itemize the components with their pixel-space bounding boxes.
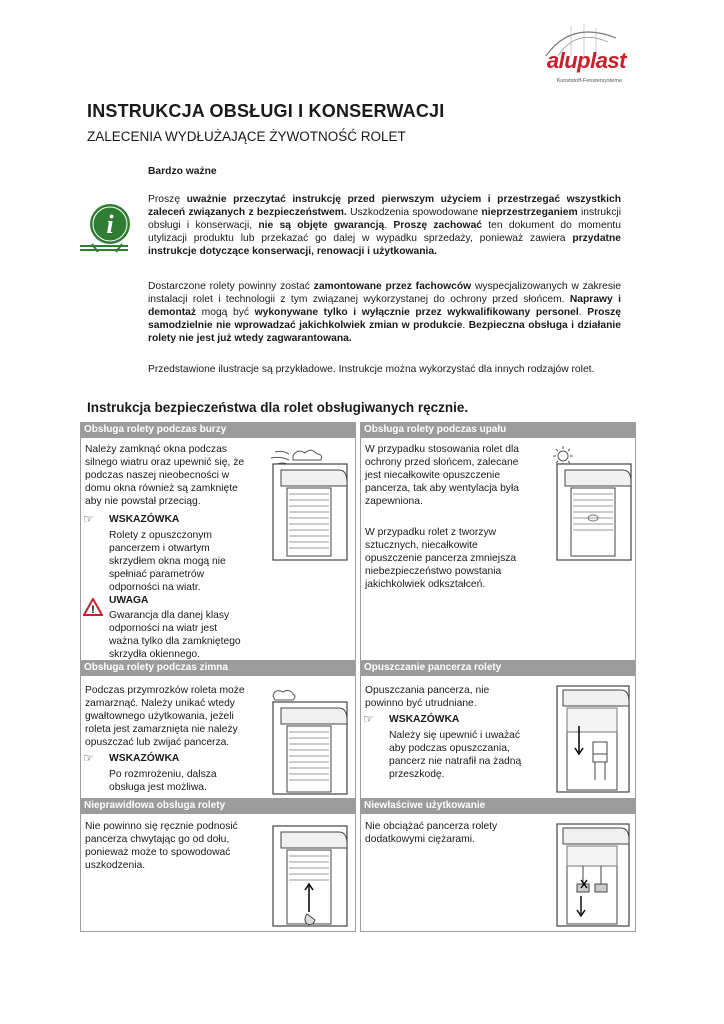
heat-header: Obsługa rolety podczas upału bbox=[360, 422, 636, 438]
text-line: W przypadku stosowania rolet dla bbox=[365, 444, 519, 455]
text-line: aby podczas opuszczania, bbox=[389, 743, 510, 755]
brand-tagline: Kunststoff-Fenstersysteme bbox=[556, 78, 622, 84]
text-line: skrzydłem okna mogą nie bbox=[109, 556, 226, 568]
info-icon bbox=[76, 200, 134, 258]
text-run: . bbox=[578, 307, 588, 319]
storm-header: Obsługa rolety podczas burzy bbox=[80, 422, 356, 438]
text-line: Nie powinno się ręcznie podnosić bbox=[85, 821, 238, 832]
text-line: jest niecałkowite opuszczenie bbox=[365, 470, 501, 482]
storm-cell bbox=[80, 438, 356, 660]
cold-text bbox=[85, 684, 261, 749]
text-run: nie są objęte gwarancją bbox=[258, 220, 385, 232]
hand-pointer-icon: ☞ bbox=[83, 751, 94, 765]
text-line: roleta jest zamarznięta nie należy bbox=[85, 724, 238, 736]
section-heading: Instrukcja bezpieczeństwa dla rolet obsługiwanych ręcznie. bbox=[87, 400, 469, 415]
safety-instructions-table bbox=[80, 422, 636, 932]
svg-text:!: ! bbox=[91, 604, 95, 616]
text-run: wykonywane tylko i wyłącznie przez wykwalifikowany personel bbox=[254, 307, 579, 319]
text-line: przeszkodę. bbox=[389, 769, 445, 781]
text-line: opuszczać lub zwijać pancerza. bbox=[85, 737, 230, 749]
important-heading: Bardzo ważne bbox=[148, 166, 217, 177]
misuse-text bbox=[365, 820, 545, 846]
text-line: Opuszczania pancerza, nie bbox=[365, 685, 490, 696]
text-line: powinno być utrudniane. bbox=[365, 698, 477, 710]
heat-cell bbox=[360, 438, 636, 660]
intro-paragraph-1 bbox=[148, 193, 621, 258]
text-run: Bezpieczna obsługa i działanie rolety nie jest już wtedy zagwarantowana. bbox=[148, 320, 621, 345]
text-line: ponieważ może to spowodować bbox=[85, 847, 231, 859]
tip-label: WSKAZÓWKA bbox=[109, 514, 180, 525]
intro-paragraph-3: Przedstawione ilustracje są przykładowe. Instrukcje można wykorzystać dla innych rodzajów rolet. bbox=[148, 364, 595, 375]
page-title: INSTRUKCJA OBSŁUGI I KONSERWACJI bbox=[87, 101, 445, 121]
text-run: . bbox=[384, 220, 394, 232]
tip-label: WSKAZÓWKA bbox=[109, 753, 180, 764]
text-line: Należy zamknąć okna podczas bbox=[85, 444, 227, 455]
text-line: podczas naszej nieobecności w bbox=[85, 470, 230, 482]
text-line: Rolety z opuszczonym bbox=[109, 530, 213, 541]
text-line: aby nie powstał przeciąg. bbox=[85, 496, 201, 508]
cold-header: Obsługa rolety podczas zimna bbox=[80, 660, 356, 676]
text-line: ważna tylko dla zamkniętego bbox=[109, 636, 241, 648]
text-line: opuszczenie pancerza zmniejsza bbox=[365, 553, 517, 565]
misuse-roller-illustration bbox=[553, 820, 633, 930]
storm-warning-text bbox=[109, 609, 279, 661]
lowering-cell bbox=[360, 676, 636, 798]
text-line: niebezpieczeństwo powstania bbox=[365, 566, 502, 578]
lowering-roller-illustration bbox=[553, 682, 633, 796]
lowering-header: Opuszczanie pancerza rolety bbox=[360, 660, 636, 676]
improper-header: Nieprawidłowa obsługa rolety bbox=[80, 798, 356, 814]
text-line: obsługa jest możliwa. bbox=[109, 782, 207, 794]
text-line: skrzydła okiennego. bbox=[109, 649, 201, 661]
text-line: sztucznych, niecałkowite bbox=[365, 540, 478, 552]
text-run: uważnie przeczytać instrukcję przed pierwszym użyciem i przestrzegać wszystkich zaleceń związanych z bezpieczeństwem. bbox=[148, 194, 621, 219]
intro-paragraph-2 bbox=[148, 280, 621, 345]
text-run: ten dokument do momentu utylizacji produktu lub przekazać go dalej w wypadku sprzedaży, ponieważ zawiera bbox=[148, 220, 622, 245]
cold-tip-text bbox=[109, 768, 269, 794]
text-run: Proszę bbox=[148, 194, 187, 205]
text-run: instrukcji obsługi i konserwacji, bbox=[148, 207, 621, 232]
text-run: nieprzestrzeganiem bbox=[481, 207, 578, 219]
storm-roller-illustration bbox=[267, 444, 353, 564]
text-line: Po rozmrożeniu, dalsza bbox=[109, 769, 217, 780]
text-line: Należy się upewnić i uważać bbox=[389, 730, 521, 741]
text-line: zapewniona. bbox=[365, 496, 423, 508]
svg-text:i: i bbox=[106, 210, 114, 239]
text-run: Uszkodzenia spowodowane bbox=[346, 207, 482, 219]
hand-pointer-icon: ☞ bbox=[83, 512, 94, 526]
text-line: pancerz nie natrafił na żadną bbox=[389, 756, 522, 768]
cold-cell bbox=[80, 676, 356, 798]
misuse-cell bbox=[360, 814, 636, 932]
text-line: gwałtownego użytkowania, jeżeli bbox=[85, 711, 234, 723]
lowering-text bbox=[365, 684, 545, 710]
brand-name: aluplast bbox=[546, 48, 626, 73]
warning-label: UWAGA bbox=[109, 595, 149, 606]
text-line: Nie obciążać pancerza rolety bbox=[365, 821, 498, 832]
text-line: pancerzem i otwartym bbox=[109, 543, 210, 555]
lowering-tip-text bbox=[389, 729, 549, 781]
text-line: uszkodzenia. bbox=[85, 860, 146, 872]
text-line: odporności na wiatr. bbox=[109, 582, 201, 594]
page-subtitle: ZALECENIA WYDŁUŻAJĄCE ŻYWOTNOŚĆ ROLET bbox=[87, 129, 406, 144]
text-line: jakichkolwiek odkształceń. bbox=[365, 579, 486, 591]
misuse-header: Niewłaściwe użytkowanie bbox=[360, 798, 636, 814]
text-run: wyspecjalizowanych w zakresie instalacji rolet i technologii z tym związanej wykorzystanej do ochrony przed słońcem. bbox=[148, 281, 622, 306]
text-run: Naprawy i demontaż bbox=[148, 294, 621, 319]
text-line: dodatkowymi ciężarami. bbox=[365, 834, 475, 846]
text-line: W przypadku rolet z tworzyw bbox=[365, 527, 497, 538]
improper-roller-illustration bbox=[267, 820, 353, 930]
warning-triangle-icon bbox=[83, 598, 103, 616]
text-line: spełniać parametrów bbox=[109, 569, 205, 581]
hand-pointer-icon: ☞ bbox=[363, 712, 374, 726]
text-line: odporności na wiatr jest bbox=[109, 623, 218, 635]
improper-text bbox=[85, 820, 261, 872]
text-line: domu okna również są zamknięte bbox=[85, 483, 238, 495]
text-line: Gwarancja dla danej klasy bbox=[109, 610, 230, 621]
storm-text bbox=[85, 443, 257, 508]
heat-text-2 bbox=[365, 526, 545, 591]
text-line: pancerza chwytając go od dołu, bbox=[85, 834, 230, 846]
aluplast-logo bbox=[516, 18, 626, 98]
text-run: przydatne instrukcje dotyczące konserwacji, renowacji i użytkowania. bbox=[148, 233, 621, 258]
storm-tip-text bbox=[109, 529, 269, 594]
text-line: silnego wiatru oraz upewnić się, że bbox=[85, 457, 245, 469]
heat-roller-illustration bbox=[551, 444, 635, 564]
text-run: Proszę samodzielnie nie wprowadzać jakichkolwiek zmian w produkcie bbox=[148, 307, 621, 332]
text-run: . bbox=[462, 320, 469, 332]
text-run: Proszę zachować bbox=[393, 220, 483, 232]
text-run: Dostarczone rolety powinny zostać bbox=[148, 281, 314, 292]
text-line: zamarznąć. Należy unikać wtedy bbox=[85, 698, 235, 710]
improper-cell bbox=[80, 814, 356, 932]
cold-roller-illustration bbox=[267, 682, 353, 796]
heat-text bbox=[365, 443, 545, 508]
text-line: Podczas przymrozków roleta może bbox=[85, 685, 245, 696]
text-line: pancerza, tak aby wentylacja była bbox=[365, 483, 519, 495]
tip-label: WSKAZÓWKA bbox=[389, 714, 460, 725]
text-run: zamontowane przez fachowców bbox=[313, 281, 472, 292]
text-line: ochrony przed słońcem, zalecane bbox=[365, 457, 519, 469]
text-run: mogą być bbox=[196, 307, 255, 319]
